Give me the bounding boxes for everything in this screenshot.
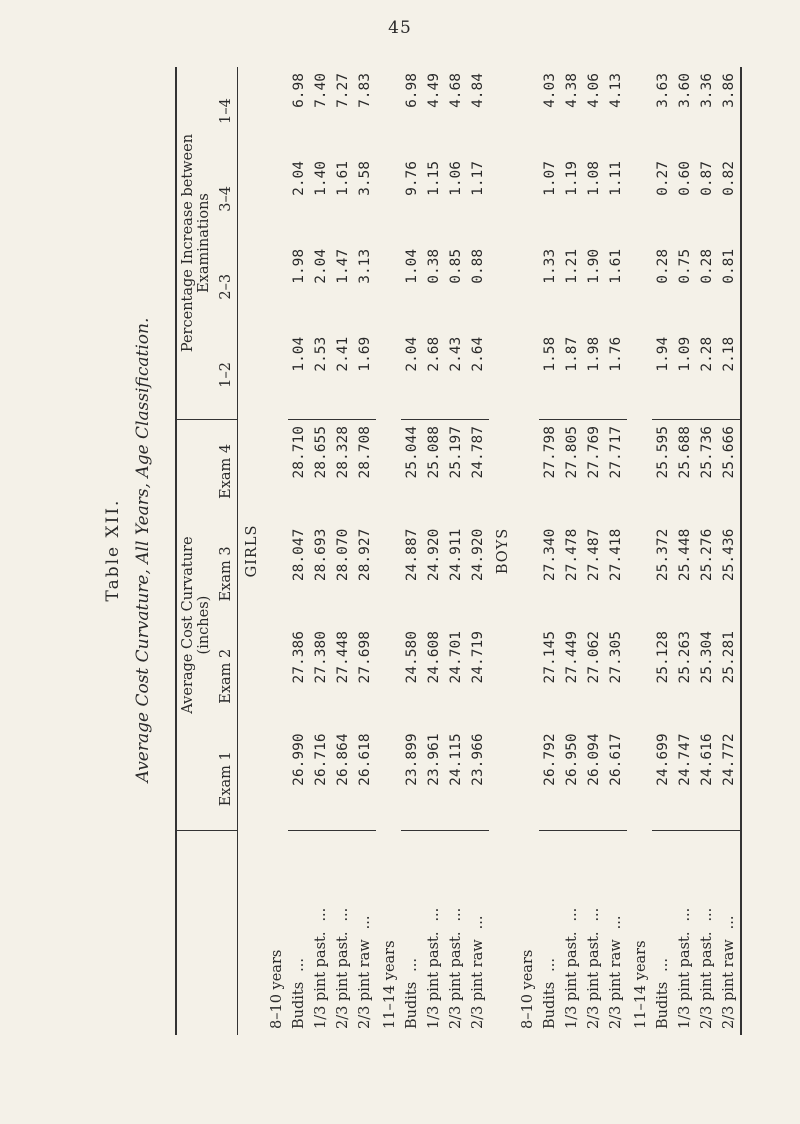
curvature-value: 27.380: [313, 631, 329, 684]
curvature-value: 25.736: [699, 426, 715, 479]
col-exam-4: Exam 4: [218, 443, 234, 499]
percent-increase-value: 1.33: [542, 248, 558, 284]
row-label: Budits...: [655, 957, 671, 1029]
col-exam-2: Exam 2: [218, 648, 234, 704]
percent-increase-value: 1.90: [586, 248, 602, 284]
curvature-value: 27.386: [291, 631, 307, 684]
curvature-value: 27.062: [586, 631, 602, 684]
row-label: 2/3 pint raw...: [608, 915, 624, 1029]
curvature-value: 27.769: [586, 426, 602, 479]
corner-cell: [176, 831, 215, 1035]
curvature-value: 28.708: [357, 426, 373, 479]
row-label: 2/3 pint past....: [448, 907, 464, 1029]
curvature-value: 24.920: [426, 528, 442, 582]
curvature-value: 23.961: [423, 727, 445, 830]
curvature-value: 26.864: [332, 727, 354, 830]
percent-increase-value: 1.06: [448, 160, 464, 196]
percent-increase-value: 2.28: [696, 331, 718, 420]
table-row: [696, 67, 718, 1035]
percent-increase-value: 0.82: [721, 160, 737, 196]
percent-increase-value: 1.04: [288, 331, 310, 420]
percent-increase-value: 4.06: [586, 73, 602, 108]
curvature-value: 26.792: [539, 727, 561, 830]
curvature-value: 28.655: [313, 426, 329, 479]
row-label: 2/3 pint raw...: [357, 915, 373, 1029]
curvature-value: 27.478: [564, 528, 580, 582]
curvature-value: 26.618: [354, 727, 376, 830]
percent-increase-value: 1.19: [564, 160, 580, 196]
row-label: Budits...: [404, 957, 420, 1029]
curvature-value: 27.418: [608, 528, 624, 582]
curvature-value: 25.688: [677, 426, 693, 479]
curvature-value: 25.595: [655, 426, 671, 479]
curvature-value: 27.487: [586, 528, 602, 582]
age-group-heading: 8–10 years: [520, 949, 536, 1029]
curvature-value: 23.899: [401, 727, 423, 830]
col-interval-1-2: 1–2: [215, 331, 238, 420]
percent-increase-value: 4.49: [426, 73, 442, 108]
table-row: [718, 67, 741, 1035]
percent-increase-value: 0.27: [655, 160, 671, 196]
curvature-value: 28.070: [335, 528, 351, 582]
age-group-heading: 11–14 years: [382, 940, 398, 1029]
percent-increase-value: 1.09: [674, 331, 696, 420]
percent-increase-value: 2.64: [467, 331, 489, 420]
table-row: [605, 67, 627, 1035]
curvature-value: 24.115: [445, 727, 467, 830]
col-interval-2-3: 2–3: [218, 273, 234, 300]
table-row: [467, 67, 489, 1035]
curvature-value: 23.966: [467, 727, 489, 830]
curvature-value: 24.616: [696, 727, 718, 830]
percent-increase-value: 4.13: [608, 73, 624, 108]
curvature-value: 27.305: [608, 631, 624, 684]
table-row: [423, 67, 445, 1035]
percent-increase-value: 1.21: [564, 248, 580, 284]
row-label: 2/3 pint raw...: [721, 915, 737, 1029]
curvature-value: 26.094: [583, 727, 605, 830]
percent-increase-value: 3.13: [357, 248, 373, 284]
table-row: [652, 67, 674, 1035]
curvature-value: 25.263: [677, 631, 693, 684]
row-label: 1/3 pint past....: [677, 907, 693, 1029]
percent-increase-value: 1.58: [539, 331, 561, 420]
curvature-value: 26.990: [288, 727, 310, 830]
percent-increase-value: 0.28: [655, 248, 671, 284]
col-exam-3: Exam 3: [218, 546, 234, 602]
row-label: 2/3 pint raw...: [470, 915, 486, 1029]
sex-group-label: BOYS: [495, 527, 511, 575]
table-row: [583, 67, 605, 1035]
table-label: Table XII.: [103, 498, 123, 602]
percent-increase-value: 2.53: [310, 331, 332, 420]
percent-increase-value: 9.76: [404, 160, 420, 196]
percent-increase-value: 2.43: [445, 331, 467, 420]
table-row: [401, 67, 423, 1035]
curvature-value: 25.436: [721, 528, 737, 582]
col-interval-1-4: 1–4: [218, 98, 234, 124]
table-row: [332, 67, 354, 1035]
percent-increase-value: 2.04: [401, 331, 423, 420]
curvature-value: 24.608: [426, 631, 442, 684]
percent-increase-value: 7.83: [357, 73, 373, 108]
curvature-value: 25.197: [448, 426, 464, 479]
percent-increase-value: 2.41: [332, 331, 354, 420]
percent-increase-value: 1.04: [404, 248, 420, 284]
percent-increase-value: 7.40: [313, 73, 329, 108]
row-label: 1/3 pint past....: [426, 907, 442, 1029]
age-group-heading: 11–14 years: [633, 940, 649, 1029]
curvature-value: 24.787: [470, 426, 486, 479]
percent-increase-value: 1.94: [652, 331, 674, 420]
table-row: [354, 67, 376, 1035]
percent-increase-value: 1.98: [583, 331, 605, 420]
curvature-value: 27.448: [335, 631, 351, 684]
curvature-value: 27.798: [542, 426, 558, 479]
percent-increase-value: 3.58: [357, 160, 373, 196]
percent-increase-value: 7.27: [335, 73, 351, 108]
percent-increase-value: 3.63: [655, 73, 671, 108]
curvature-value: 27.340: [542, 528, 558, 582]
curvature-value: 25.666: [721, 426, 737, 479]
percent-increase-value: 6.98: [291, 73, 307, 108]
percent-increase-value: 1.61: [608, 248, 624, 284]
curvature-value: 24.580: [404, 631, 420, 684]
percent-increase-value: 4.03: [542, 73, 558, 108]
percent-increase-value: 0.28: [699, 248, 715, 284]
percent-increase-value: 1.47: [335, 248, 351, 284]
row-label: 2/3 pint past....: [586, 907, 602, 1029]
curvature-value: 25.044: [404, 426, 420, 479]
curvature-value: 25.128: [655, 631, 671, 684]
rotated-page: [95, 45, 737, 1055]
curvature-value: 25.276: [699, 528, 715, 582]
curvature-value: 25.448: [677, 528, 693, 582]
percent-increase-value: 1.07: [542, 160, 558, 196]
col-exam-1: Exam 1: [215, 727, 238, 830]
curvature-value: 28.927: [357, 528, 373, 582]
curvature-value: 26.950: [561, 727, 583, 830]
curvature-value: 28.047: [291, 528, 307, 582]
age-group-heading: 8–10 years: [269, 949, 285, 1029]
percent-increase-value: 2.04: [313, 248, 329, 284]
curvature-value: 25.372: [655, 528, 671, 582]
col-interval-3-4: 3–4: [218, 186, 234, 212]
table-row: [674, 67, 696, 1035]
curvature-value: 28.328: [335, 426, 351, 479]
percent-increase-value: 3.36: [699, 73, 715, 108]
curvature-value: 24.701: [448, 631, 464, 684]
row-label: 1/3 pint past....: [313, 907, 329, 1029]
curvature-value: 25.088: [426, 426, 442, 479]
curvature-value: 26.617: [605, 727, 627, 830]
percent-increase-value: 0.60: [677, 160, 693, 196]
percent-increase-value: 4.84: [470, 73, 486, 108]
curvature-value: 27.449: [564, 631, 580, 684]
header-average-cost-curvature: Average Cost Curvature (inches): [176, 420, 215, 831]
table-caption: Average Cost Curvature, All Years, Age Classification.: [133, 317, 153, 783]
percent-increase-value: 0.81: [721, 248, 737, 284]
row-label: 2/3 pint past....: [335, 907, 351, 1029]
curvature-value: 27.698: [357, 631, 373, 684]
curvature-value: 24.772: [718, 727, 741, 830]
curvature-value: 28.710: [291, 426, 307, 479]
curvature-value: 24.887: [404, 528, 420, 582]
table-row: [445, 67, 467, 1035]
percent-increase-value: 1.11: [608, 160, 624, 196]
table-row: [288, 67, 310, 1035]
percent-increase-value: 1.15: [426, 160, 442, 196]
percent-increase-value: 3.86: [721, 73, 737, 108]
row-label: 2/3 pint past....: [699, 907, 715, 1029]
curvature-value: 25.304: [699, 631, 715, 684]
percent-increase-value: 2.68: [423, 331, 445, 420]
percent-increase-value: 1.87: [561, 331, 583, 420]
percent-increase-value: 1.98: [291, 248, 307, 284]
curvature-value: 24.747: [674, 727, 696, 830]
table-row: [539, 67, 561, 1035]
data-table: [175, 67, 742, 1035]
percent-increase-value: 0.75: [677, 248, 693, 284]
row-label: 1/3 pint past....: [564, 907, 580, 1029]
percent-increase-value: 3.60: [677, 73, 693, 108]
table-row: [561, 67, 583, 1035]
curvature-value: 24.920: [470, 528, 486, 582]
curvature-value: 27.145: [542, 631, 558, 684]
percent-increase-value: 6.98: [404, 73, 420, 108]
percent-increase-value: 1.08: [586, 160, 602, 196]
percent-increase-value: 1.40: [313, 160, 329, 196]
page-number: 45: [388, 18, 412, 38]
curvature-value: 25.281: [721, 631, 737, 684]
percent-increase-value: 4.68: [448, 73, 464, 108]
percent-increase-value: 2.04: [291, 160, 307, 196]
sex-group-label: GIRLS: [244, 524, 260, 578]
percent-increase-value: 0.87: [699, 160, 715, 196]
curvature-value: 27.717: [608, 426, 624, 479]
curvature-value: 24.699: [652, 727, 674, 830]
curvature-value: 28.693: [313, 528, 329, 582]
percent-increase-value: 0.38: [426, 248, 442, 284]
table-row: [310, 67, 332, 1035]
curvature-value: 24.911: [448, 528, 464, 582]
row-label: Budits...: [291, 957, 307, 1029]
percent-increase-value: 4.38: [564, 73, 580, 108]
corner-cell-2: [215, 831, 238, 1035]
header-percentage-increase: Percentage Increase between Examinations: [176, 67, 215, 420]
curvature-value: 24.719: [470, 631, 486, 684]
curvature-value: 27.805: [564, 426, 580, 479]
percent-increase-value: 1.76: [605, 331, 627, 420]
percent-increase-value: 1.69: [354, 331, 376, 420]
percent-increase-value: 2.18: [718, 331, 741, 420]
percent-increase-value: 1.61: [335, 160, 351, 196]
row-label: Budits...: [542, 957, 558, 1029]
curvature-value: 26.716: [310, 727, 332, 830]
percent-increase-value: 0.85: [448, 248, 464, 284]
percent-increase-value: 1.17: [470, 160, 486, 196]
percent-increase-value: 0.88: [470, 248, 486, 284]
